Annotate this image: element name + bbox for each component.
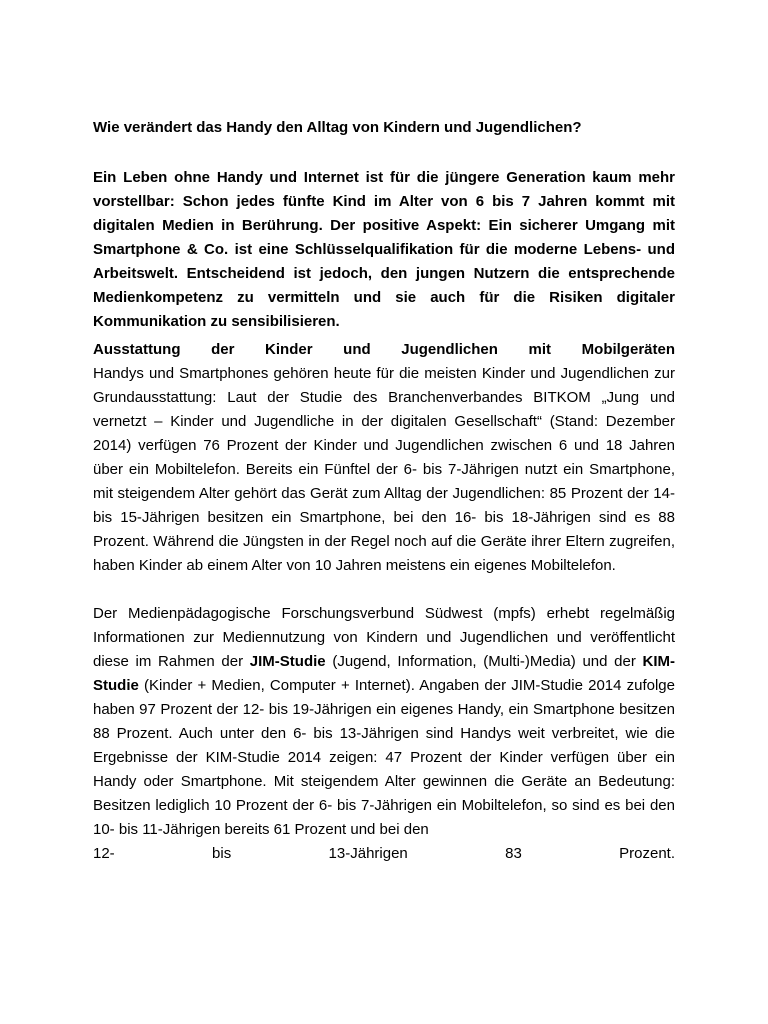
section-heading: Ausstattung der Kinder und Jugendlichen mit Mobilgeräten — [93, 341, 675, 358]
section-body: Handys und Smartphones gehören heute für die meisten Kinder und Jugendlichen zur Grundausstattung: Laut der Studie des Branchenverbandes BITKOM „Jung und vernetzt – Kinder und Jugendliche in der digitalen Gesellschaft“ (Stand: Dezember 2014) verfügen 76 Prozent der Kinder und Jugendlichen zwischen 6 und 18 Jahren über ein Mobiltelefon. Bereits ein Fünftel der 6- bis 7-Jährigen nutzt ein Smartphone, mit steigendem Alter gehört das Gerät zum Alltag der Jugendlichen: 85 Prozent der 14- bis 15-Jährigen besitzen ein Smartphone, bei den 16- bis 18-Jährigen sind es 88 Prozent. Während die Jüngsten in der Regel noch auf die Geräte ihrer Eltern zugreifen, haben Kinder ab einem Alter von 10 Jahren meistens ein eigenes Mobiltelefon. — [93, 365, 675, 574]
paragraph-mpfs — [93, 602, 675, 866]
paragraph-last-line: 12- bis 13-Jährigen 83 Prozent. — [93, 845, 675, 862]
document-page — [93, 118, 675, 866]
document-title: Wie verändert das Handy den Alltag von Kindern und Jugendlichen? — [93, 119, 582, 136]
paragraph-text: (Jugend, Information, (Multi-)Media) und der — [325, 653, 643, 670]
jim-studie-label: JIM-Studie — [249, 653, 326, 670]
paragraph-text: Der Medienpädagogische Forschungsverbund Südwest (mpfs) erhebt regelmäßig Informationen zur Mediennutzung von Kindern und Jugendlichen und veröffentlicht diese im Rahmen der — [93, 605, 675, 670]
kim-studie-label: KIM-Studie — [93, 653, 676, 694]
paragraph-text: (Kinder + Medien, Computer + Internet). Angaben der JIM-Studie 2014 zufolge haben 97 Prozent der 12- bis 19-Jährigen ein eigenes Handy, ein Smartphone besitzen 88 Prozent. Auch unter den 6- bis 13-Jährigen sind Handys weit verbreitet, wie die Ergebnisse der KIM-Studie 2014 zeigen: 47 Prozent der Kinder verfügen über ein Handy oder Smartphone. Mit steigendem Alter gewinnen die Geräte an Bedeutung: Besitzen lediglich 10 Prozent der 6- bis 7-Jährigen ein Mobiltelefon, so sind es bei den 10- bis 11-Jährigen bereits 61 Prozent und bei den — [93, 677, 675, 838]
section-ausstattung — [93, 338, 675, 578]
intro-paragraph: Ein Leben ohne Handy und Internet ist für die jüngere Generation kaum mehr vorstellbar: Schon jedes fünfte Kind im Alter von 6 bis 7 Jahren kommt mit digitalen Medien in Berührung. Der positive Aspekt: Ein sicherer Umgang mit Smartphone & Co. ist eine Schlüsselqualifikation für die moderne Lebens- und Arbeitswelt. Entscheidend ist jedoch, den jungen Nutzern die entsprechende Medienkompetenz zu vermitteln und sie auch für die Risiken digitaler Kommunikation zu sensibilisieren. — [93, 169, 675, 330]
